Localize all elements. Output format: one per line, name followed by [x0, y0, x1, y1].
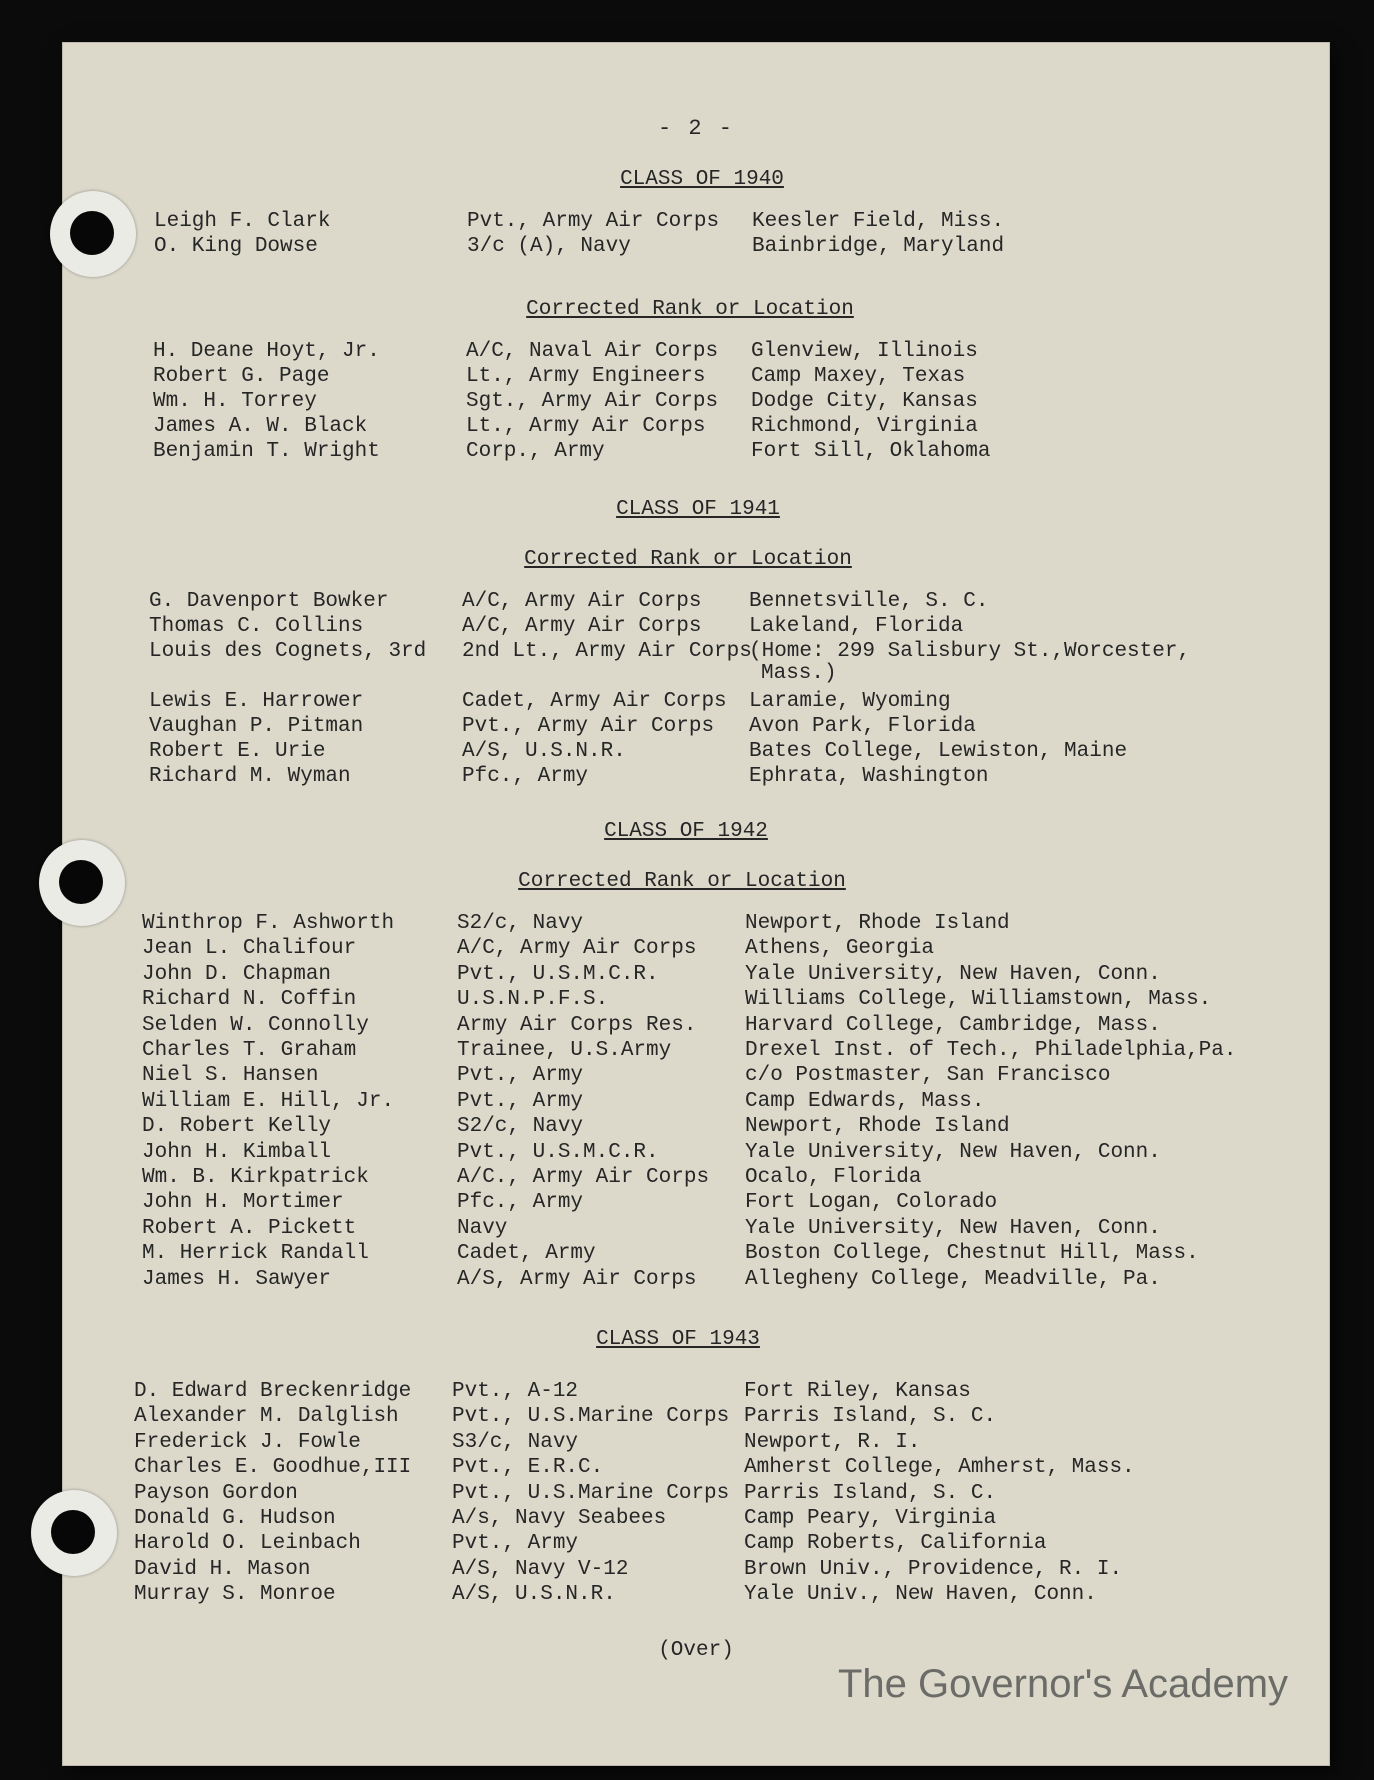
- row-rank: 2nd Lt., Army Air Corps: [462, 640, 752, 663]
- row-name: Payson Gordon: [134, 1481, 298, 1505]
- row-location: Yale University, New Haven, Conn.: [745, 962, 1161, 986]
- row-location: Lakeland, Florida: [749, 615, 964, 638]
- punch-hole: [31, 1490, 117, 1576]
- row-rank: A/C, Army Air Corps: [457, 937, 697, 961]
- row-name: M. Herrick Randall: [142, 1242, 369, 1266]
- row-location: Fort Sill, Oklahoma: [751, 440, 991, 463]
- row-location: Camp Maxey, Texas: [751, 365, 966, 388]
- row-location: Harvard College, Cambridge, Mass.: [745, 1013, 1161, 1037]
- row-name: D. Edward Breckenridge: [134, 1380, 412, 1403]
- row-name: Robert A. Pickett: [142, 1216, 357, 1240]
- row-name: Harold O. Leinbach: [134, 1532, 361, 1556]
- row-rank: A/C, Naval Air Corps: [466, 340, 719, 363]
- page-number: - 2 -: [657, 116, 734, 141]
- document-page: [62, 42, 1330, 1766]
- row-rank: A/s, Navy Seabees: [452, 1507, 667, 1530]
- row-name: Charles E. Goodhue,III: [134, 1456, 412, 1480]
- row-name: Benjamin T. Wright: [153, 440, 380, 463]
- row-name: Alexander M. Dalglish: [134, 1405, 399, 1429]
- row-rank: Corp., Army: [466, 440, 605, 463]
- row-rank: Pvt., E.R.C.: [452, 1456, 604, 1480]
- row-rank: Pvt., Army: [457, 1064, 584, 1088]
- row-location: Glenview, Illinois: [751, 340, 978, 363]
- punch-hole: [50, 191, 136, 277]
- section-heading: CLASS OF 1941: [616, 498, 780, 521]
- row-location: Avon Park, Florida: [749, 715, 976, 738]
- section-heading: CLASS OF 1943: [596, 1328, 760, 1351]
- row-location: Camp Roberts, California: [744, 1532, 1047, 1556]
- row-name: Robert E. Urie: [149, 740, 326, 763]
- row-name: Selden W. Connolly: [142, 1013, 369, 1037]
- section-heading: CLASS OF 1942: [604, 820, 768, 843]
- row-location: (Home: 299 Salisbury St.,Worcester,: [749, 640, 1191, 663]
- row-name: John H. Mortimer: [142, 1191, 344, 1215]
- row-name: Frederick J. Fowle: [134, 1430, 361, 1454]
- row-location: Camp Peary, Virginia: [744, 1507, 997, 1530]
- row-location: Newport, R. I.: [744, 1430, 921, 1454]
- row-rank: S2/c, Navy: [457, 912, 584, 935]
- row-name: Niel S. Hansen: [142, 1064, 319, 1088]
- footer-over: (Over): [658, 1639, 734, 1662]
- row-name: Louis des Cognets, 3rd: [149, 640, 427, 663]
- row-name: Charles T. Graham: [142, 1039, 357, 1062]
- row-name: William E. Hill, Jr.: [142, 1089, 395, 1113]
- row-location: Dodge City, Kansas: [751, 390, 978, 413]
- row-name: Lewis E. Harrower: [149, 690, 364, 713]
- row-rank: Pvt., U.S.M.C.R.: [457, 1140, 659, 1164]
- row-location: Newport, Rhode Island: [745, 1115, 1010, 1139]
- row-location: Ocalo, Florida: [745, 1166, 922, 1189]
- row-rank: Cadet, Army Air Corps: [462, 690, 727, 713]
- row-name: Winthrop F. Ashworth: [142, 912, 395, 935]
- row-location: Bates College, Lewiston, Maine: [749, 740, 1128, 763]
- row-location: Yale Univ., New Haven, Conn.: [744, 1583, 1097, 1607]
- row-rank: Army Air Corps Res.: [457, 1013, 697, 1037]
- row-location: Drexel Inst. of Tech., Philadelphia,Pa.: [745, 1039, 1237, 1062]
- row-rank: Lt., Army Air Corps: [466, 415, 706, 438]
- row-location: Laramie, Wyoming: [749, 690, 951, 713]
- watermark: The Governor's Academy: [838, 1662, 1289, 1706]
- row-location: Parris Island, S. C.: [744, 1481, 997, 1505]
- row-rank: Trainee, U.S.Army: [457, 1039, 672, 1062]
- row-rank: Pvt., Army: [452, 1532, 579, 1556]
- row-name: Thomas C. Collins: [149, 615, 364, 638]
- section-heading: CLASS OF 1940: [620, 168, 784, 191]
- row-location: c/o Postmaster, San Francisco: [745, 1064, 1111, 1088]
- row-rank: A/S, U.S.N.R.: [452, 1583, 616, 1607]
- row-name: Richard M. Wyman: [149, 765, 351, 788]
- row-rank: Lt., Army Engineers: [466, 365, 706, 388]
- row-rank: Cadet, Army: [457, 1242, 596, 1266]
- row-name: Murray S. Monroe: [134, 1583, 336, 1607]
- row-rank: Sgt., Army Air Corps: [466, 390, 719, 413]
- row-rank: Pvt., U.S.Marine Corps: [452, 1405, 730, 1429]
- row-location: Boston College, Chestnut Hill, Mass.: [745, 1242, 1199, 1266]
- row-location: Bennetsville, S. C.: [749, 590, 989, 613]
- row-location: Allegheny College, Meadville, Pa.: [745, 1267, 1161, 1291]
- row-rank: A/C., Army Air Corps: [457, 1166, 710, 1189]
- row-rank: S2/c, Navy: [457, 1115, 584, 1139]
- row-rank: 3/c (A), Navy: [467, 235, 631, 258]
- row-rank: Pvt., A-12: [452, 1380, 579, 1403]
- row-name: John H. Kimball: [142, 1140, 332, 1164]
- section-subheading: Corrected Rank or Location: [526, 298, 854, 321]
- row-location: Brown Univ., Providence, R. I.: [744, 1557, 1123, 1581]
- row-location: Newport, Rhode Island: [745, 912, 1010, 935]
- row-name: Vaughan P. Pitman: [149, 715, 364, 738]
- row-location: Parris Island, S. C.: [744, 1405, 997, 1429]
- row-name: Wm. H. Torrey: [153, 390, 317, 413]
- row-rank: Pvt., U.S.M.C.R.: [457, 962, 659, 986]
- row-location: Camp Edwards, Mass.: [745, 1089, 985, 1113]
- row-rank: Navy: [457, 1216, 508, 1240]
- row-rank: Pvt., Army Air Corps: [467, 210, 720, 233]
- row-location: Keesler Field, Miss.: [752, 210, 1005, 233]
- row-rank: Pvt., U.S.Marine Corps: [452, 1481, 730, 1505]
- row-rank: Pfc., Army: [457, 1191, 584, 1215]
- row-name: Robert G. Page: [153, 365, 330, 388]
- row-rank: A/C, Army Air Corps: [462, 590, 702, 613]
- row-location: Williams College, Williamstown, Mass.: [745, 988, 1212, 1012]
- row-name: H. Deane Hoyt, Jr.: [153, 340, 380, 363]
- row-rank: A/C, Army Air Corps: [462, 615, 702, 638]
- row-rank: Pvt., Army Air Corps: [462, 715, 715, 738]
- section-subheading: Corrected Rank or Location: [518, 870, 846, 893]
- row-name: David H. Mason: [134, 1557, 311, 1581]
- row-name: James H. Sawyer: [142, 1267, 332, 1291]
- row-location: Athens, Georgia: [745, 937, 935, 961]
- row-rank: S3/c, Navy: [452, 1430, 579, 1454]
- row-name: Leigh F. Clark: [154, 210, 331, 233]
- row-name: O. King Dowse: [154, 235, 318, 258]
- row-location: Ephrata, Washington: [749, 765, 989, 788]
- row-rank: Pfc., Army: [462, 765, 589, 788]
- row-rank: A/S, Navy V-12: [452, 1557, 629, 1581]
- row-location: Amherst College, Amherst, Mass.: [744, 1456, 1135, 1480]
- section-subheading: Corrected Rank or Location: [524, 548, 852, 571]
- row-name: G. Davenport Bowker: [149, 590, 389, 613]
- row-name: John D. Chapman: [142, 962, 332, 986]
- row-location: Bainbridge, Maryland: [752, 235, 1005, 258]
- row-name: Wm. B. Kirkpatrick: [142, 1166, 369, 1189]
- row-rank: Pvt., Army: [457, 1089, 584, 1113]
- row-location-continued: Mass.): [761, 662, 837, 685]
- row-rank: A/S, U.S.N.R.: [462, 740, 626, 763]
- row-location: Fort Riley, Kansas: [744, 1380, 971, 1403]
- row-name: James A. W. Black: [153, 415, 368, 438]
- row-location: Richmond, Virginia: [751, 415, 978, 438]
- row-name: Donald G. Hudson: [134, 1507, 336, 1530]
- row-name: Jean L. Chalifour: [142, 937, 357, 961]
- row-name: Richard N. Coffin: [142, 988, 357, 1012]
- row-location: Yale University, New Haven, Conn.: [745, 1216, 1161, 1240]
- row-rank: U.S.N.P.F.S.: [457, 988, 609, 1012]
- row-location: Fort Logan, Colorado: [745, 1191, 998, 1215]
- row-location: Yale University, New Haven, Conn.: [745, 1140, 1161, 1164]
- row-rank: A/S, Army Air Corps: [457, 1267, 697, 1291]
- row-name: D. Robert Kelly: [142, 1115, 332, 1139]
